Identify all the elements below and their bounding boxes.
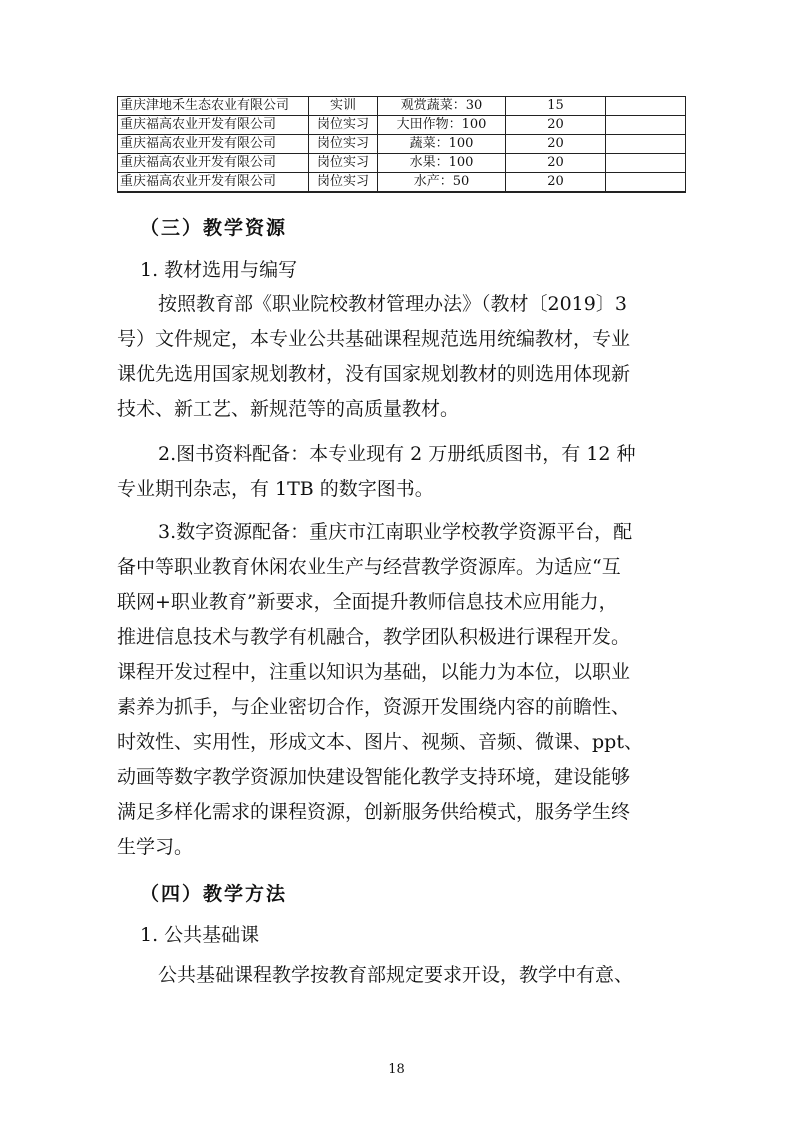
paragraph-line: 技术、新工艺、新规范等的高质量教材。 — [117, 398, 460, 420]
table-cell: 重庆福高农业开发有限公司 — [118, 154, 309, 173]
paragraph-line: 动画等数字教学资源加快建设智能化教学支持环境，建设能够 — [117, 766, 631, 788]
table-row — [118, 116, 686, 135]
paragraph-line: 3.数字资源配备：重庆市江南职业学校教学资源平台，配 — [158, 521, 633, 543]
section-4-heading: （四）教学方法 — [140, 883, 288, 905]
paragraph-line: 满足多样化需求的课程资源，创新服务供给模式，服务学生终 — [117, 801, 631, 823]
table-cell: 岗位实习 — [309, 154, 378, 173]
paragraph-line: 课程开发过程中，注重以知识为基础，以能力为本位，以职业 — [117, 661, 631, 683]
paragraph-line: 公共基础课程教学按教育部规定要求开设，教学中有意、 — [158, 964, 634, 986]
paragraph-line: 素养为抓手，与企业密切合作，资源开发围绕内容的前瞻性、 — [117, 696, 631, 718]
page-number: 18 — [388, 1062, 405, 1077]
paragraph-line: 专业期刊杂志，有 1TB 的数字图书。 — [117, 478, 434, 500]
paragraph-line: 2.图书资料配备：本专业现有 2 万册纸质图书，有 12 种 — [158, 443, 636, 465]
table-cell: 实训 — [309, 97, 378, 116]
table-cell: 20 — [506, 154, 606, 173]
table-cell: 岗位实习 — [309, 173, 378, 193]
table-cell — [606, 97, 686, 116]
paragraph-line: 生学习。 — [117, 836, 194, 858]
table-cell: 观赏蔬菜：30 — [378, 97, 506, 116]
table-cell — [606, 173, 686, 193]
table-cell: 岗位实习 — [309, 135, 378, 154]
paragraph-line: 推进信息技术与教学有机融合，教学团队积极进行课程开发。 — [117, 626, 631, 648]
table-row — [118, 135, 686, 154]
table-cell: 20 — [506, 135, 606, 154]
table-cell: 岗位实习 — [309, 116, 378, 135]
section-3-heading: （三）教学资源 — [140, 217, 288, 239]
paragraph-line: 课优先选用国家规划教材，没有国家规划教材的则选用体现新 — [117, 363, 631, 385]
table-cell: 水果：100 — [378, 154, 506, 173]
table-cell: 重庆福高农业开发有限公司 — [118, 173, 309, 193]
subsection-3-1-heading: 1. 教材选用与编写 — [140, 259, 298, 281]
table-cell: 重庆福高农业开发有限公司 — [118, 135, 309, 154]
table-cell: 20 — [506, 116, 606, 135]
table-cell — [606, 116, 686, 135]
table-cell: 蔬菜：100 — [378, 135, 506, 154]
table-cell: 重庆津地禾生态农业有限公司 — [118, 97, 309, 116]
table-row — [118, 97, 686, 116]
table-cell: 20 — [506, 173, 606, 193]
table-cell — [606, 135, 686, 154]
paragraph-line: 联网+职业教育”新要求，全面提升教师信息技术应用能力， — [117, 591, 618, 613]
placement-table — [117, 96, 686, 193]
table-cell — [606, 154, 686, 173]
table-cell: 大田作物：100 — [378, 116, 506, 135]
table-row — [118, 173, 686, 193]
paragraph-line: 时效性、实用性，形成文本、图片、视频、音频、微课、ppt、 — [117, 731, 643, 753]
paragraph-line: 按照教育部《职业院校教材管理办法》（教材〔2019〕3 — [158, 293, 627, 315]
table-cell: 水产：50 — [378, 173, 506, 193]
paragraph-line: 备中等职业教育休闲农业生产与经营教学资源库。为适应“互 — [117, 556, 621, 578]
table-cell: 15 — [506, 97, 606, 116]
table-row — [118, 154, 686, 173]
table-cell: 重庆福高农业开发有限公司 — [118, 116, 309, 135]
subsection-4-1-heading: 1. 公共基础课 — [140, 924, 260, 946]
paragraph-line: 号）文件规定，本专业公共基础课程规范选用统编教材，专业 — [117, 328, 631, 350]
